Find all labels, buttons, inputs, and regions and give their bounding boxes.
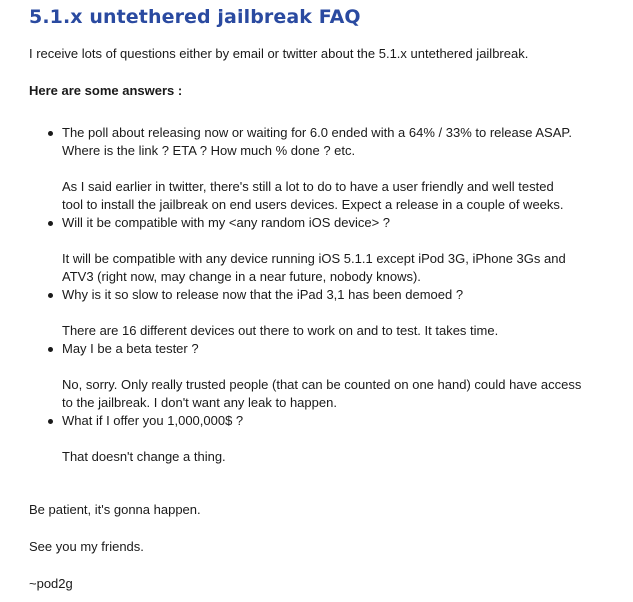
bullet-icon bbox=[48, 221, 53, 226]
faq-item bbox=[29, 412, 625, 466]
faq-answer: There are 16 different devices out there to work on and to test. It takes time. bbox=[62, 323, 499, 338]
post-title[interactable]: 5.1.x untethered jailbreak FAQ bbox=[29, 6, 361, 28]
faq-question: May I be a beta tester ? bbox=[62, 341, 199, 356]
bullet-icon bbox=[48, 293, 53, 298]
faq-question: Why is it so slow to release now that the iPad 3,1 has been demoed ? bbox=[62, 287, 464, 302]
intro-paragraph: I receive lots of questions either by email or twitter about the 5.1.x untethered jailbreak. bbox=[29, 46, 529, 61]
author-signature: ~pod2g bbox=[29, 576, 73, 591]
faq-answer: That doesn't change a thing. bbox=[62, 449, 226, 464]
faq-item bbox=[29, 286, 625, 340]
faq-question: The poll about releasing now or waiting for 6.0 ended with a 64% / 33% to release ASAP. Where is the link ? ETA ? How much % done ? etc. bbox=[62, 125, 572, 158]
closing-line: Be patient, it's gonna happen. bbox=[29, 502, 201, 517]
bullet-icon bbox=[48, 419, 53, 424]
faq-answer: No, sorry. Only really trusted people (that can be counted on one hand) could have access to the jailbreak. I don't want any leak to happen. bbox=[62, 377, 582, 410]
faq-answer: As I said earlier in twitter, there's still a lot to do to have a user friendly and well tested tool to install the jailbreak on end users devices. Expect a release in a couple of weeks. bbox=[62, 179, 564, 212]
bullet-icon bbox=[48, 347, 53, 352]
faq-question: Will it be compatible with my <any random iOS device> ? bbox=[62, 215, 391, 230]
bullet-icon bbox=[48, 131, 53, 136]
faq-answer: It will be compatible with any device running iOS 5.1.1 except iPod 3G, iPhone 3Gs and ATV3 (right now, may change in a near future, nobody knows). bbox=[62, 251, 566, 284]
farewell-line: See you my friends. bbox=[29, 539, 144, 554]
faq-item bbox=[29, 124, 625, 214]
faq-question: What if I offer you 1,000,000$ ? bbox=[62, 413, 244, 428]
faq-item bbox=[29, 340, 625, 412]
faq-list bbox=[29, 124, 625, 466]
answers-heading: Here are some answers : bbox=[29, 83, 183, 98]
faq-item bbox=[29, 214, 625, 286]
